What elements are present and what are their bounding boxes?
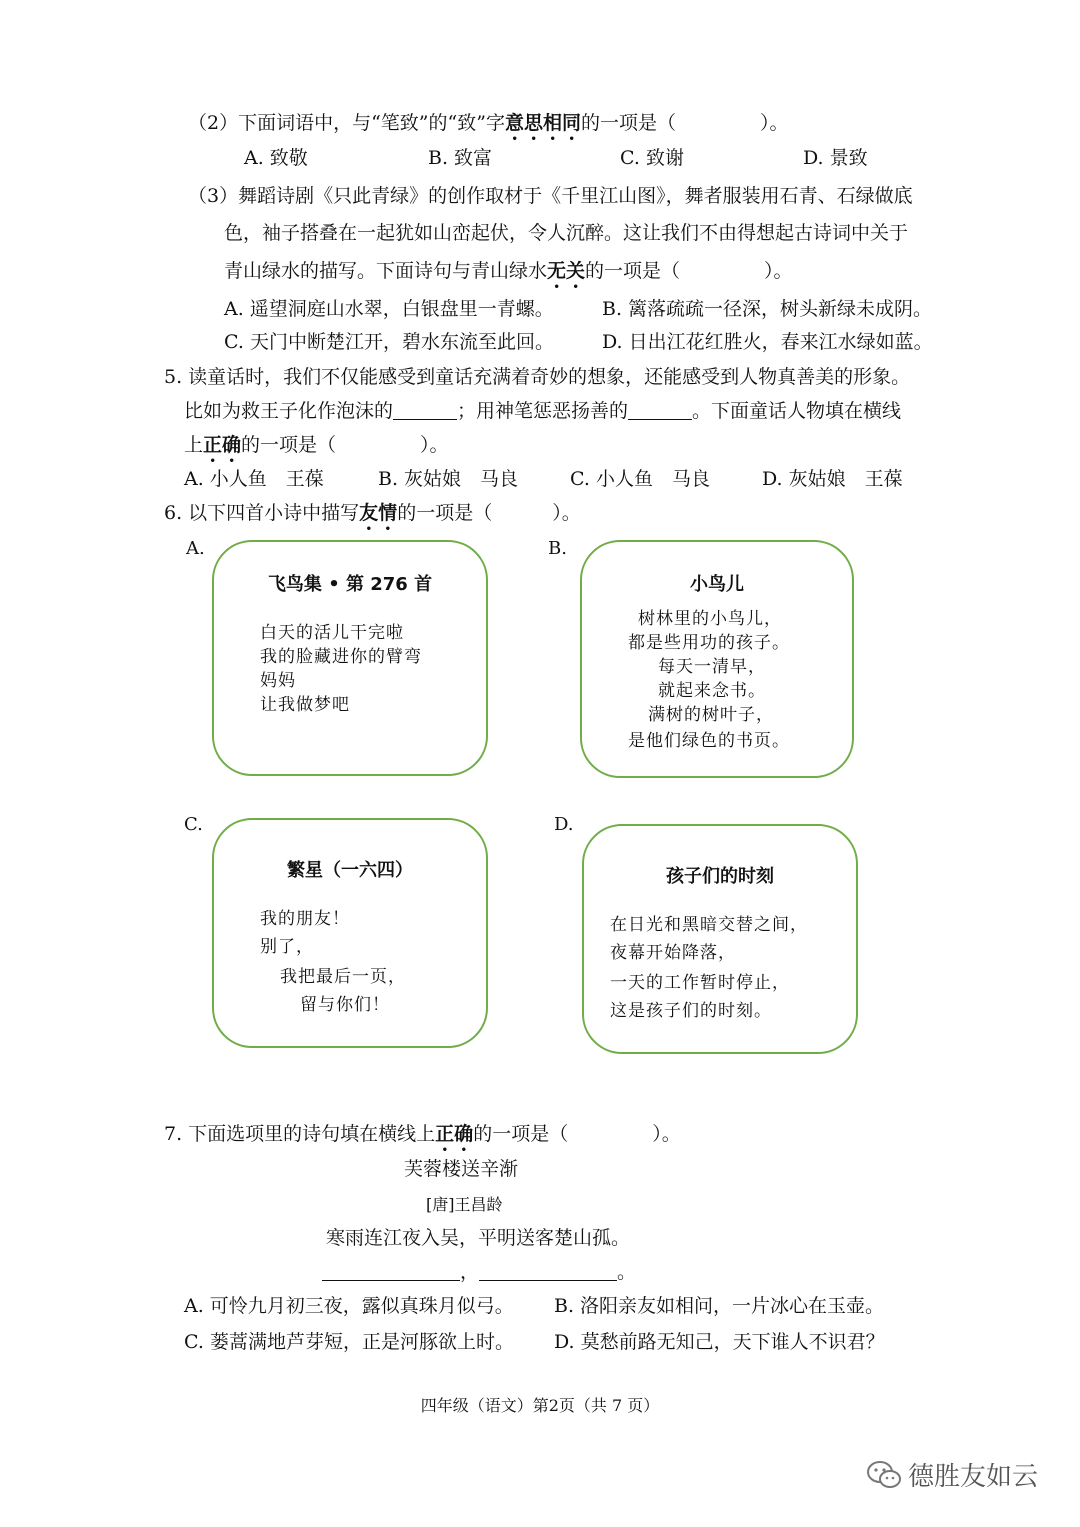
q7-comma: ， [460, 1261, 480, 1283]
poem-b-line: 每天一清早， [658, 657, 766, 677]
poem-box-c[interactable] [212, 818, 488, 1048]
q5-line1: 5. 读童话时，我们不仅能感受到童话充满着奇妙的想象，还能感受到人物真善美的形象。 [164, 366, 911, 388]
q4-3-option-a[interactable]: A. 遥望洞庭山水翠，白银盘里一青螺。 [224, 298, 554, 320]
q6-emphasis: 友情 [359, 502, 398, 524]
q4-3-option-d[interactable]: D. 日出江花红胜火，春来江水绿如蓝。 [602, 331, 933, 353]
q4-3-emphasis: 无关 [547, 260, 586, 282]
poem-b-title: 小鸟儿 [690, 574, 744, 595]
q4-2-option-b[interactable]: B. 致富 [428, 147, 493, 169]
q4-3-line3-post: 的一项是（ [585, 260, 681, 282]
poem-box-b[interactable] [580, 540, 854, 778]
poem-b-line: 满树的树叶子， [648, 705, 774, 725]
fill-blank[interactable] [479, 1260, 617, 1281]
q6-stem [164, 500, 581, 535]
q5-line3 [184, 432, 449, 467]
q5-emphasis: 正确 [203, 434, 242, 456]
wechat-icon [866, 1460, 902, 1490]
q4-3-line3 [224, 258, 793, 293]
poem-a-title: 飞鸟集 • 第 276 首 [267, 574, 433, 595]
poem-c-letter: C. [184, 814, 203, 835]
q4-3-line1: （3）舞蹈诗剧《只此青绿》的创作取材于《千里江山图》，舞者服装用石青、石绿做底 [188, 185, 913, 207]
page-footer: 四年级（语文）第2页（共 7 页） [420, 1396, 660, 1415]
poem-c-title: 繁星（一六四） [287, 860, 413, 881]
q5-line2 [184, 398, 901, 424]
q4-2-option-a[interactable]: A. 致敬 [244, 147, 308, 169]
poem-b-line: 树林里的小鸟儿， [638, 609, 782, 629]
poem-b-line: 都是些用功的孩子。 [628, 633, 790, 653]
poem-c-line: 我把最后一页， [280, 967, 406, 987]
q6-close: ）。 [552, 502, 581, 524]
poem-box-a[interactable] [212, 540, 488, 776]
q7-poem-line: 寒雨连江夜入吴，平明送客楚山孤。 [326, 1227, 631, 1249]
poem-a-line: 白天的活儿干完啦 [260, 623, 404, 643]
fill-blank[interactable] [322, 1260, 460, 1281]
poem-a-line: 妈妈 [260, 671, 296, 691]
q5-close: ）。 [420, 434, 449, 456]
q7-poem-title: 芙蓉楼送辛渐 [404, 1158, 519, 1180]
q4-2-stem-pre: （2）下面词语中，与“笔致”的“致”字 [188, 112, 505, 134]
poem-c-line: 我的朋友！ [260, 909, 350, 929]
q5-line2-b: ；用神笔惩恶扬善的 [457, 400, 629, 422]
q7-close: ）。 [652, 1123, 681, 1145]
fill-blank[interactable] [628, 399, 692, 420]
poem-d-line: 这是孩子们的时刻。 [610, 1001, 772, 1021]
q4-2-close: ）。 [759, 112, 789, 134]
q5-line3-pre: 上 [184, 434, 204, 456]
q4-2-option-d[interactable]: D. 景致 [803, 147, 868, 169]
poem-d-line: 在日光和黑暗交替之间， [610, 915, 808, 935]
poem-b-line: 就起来念书。 [658, 681, 766, 701]
q7-period: 。 [617, 1261, 637, 1283]
fill-blank[interactable] [393, 399, 457, 420]
poem-d-letter: D. [554, 814, 574, 835]
poem-a-line: 让我做梦吧 [260, 695, 350, 715]
poem-a-line: 我的脸藏进你的臂弯 [260, 647, 422, 667]
q4-3-option-c[interactable]: C. 天门中断楚江开，碧水东流至此回。 [224, 331, 554, 353]
q6-stem-post: 的一项是（ [397, 502, 493, 524]
q7-blank-line [322, 1259, 636, 1285]
q5-option-a[interactable]: A. 小人鱼 王葆 [184, 468, 324, 490]
q4-3-option-b[interactable]: B. 篱落疏疏一径深，树头新绿未成阴。 [602, 298, 933, 320]
poem-d-title: 孩子们的时刻 [666, 866, 774, 887]
q6-stem-pre: 6. 以下四首小诗中描写 [164, 502, 360, 524]
watermark-text: 德胜友如云 [908, 1462, 1039, 1492]
q7-option-c[interactable]: C. 蒌蒿满地芦芽短，正是河豚欲上时。 [184, 1331, 514, 1353]
poem-b-letter: B. [548, 538, 567, 559]
q7-poem-author: [唐]王昌龄 [426, 1195, 503, 1214]
q7-stem [164, 1121, 681, 1156]
poem-c-line: 别了， [260, 937, 314, 957]
q4-3-line2: 色，袖子搭叠在一起犹如山峦起伏，令人沉醉。这让我们不由得想起古诗词中关于 [224, 222, 909, 244]
q7-stem-pre: 7. 下面选项里的诗句填在横线上 [164, 1123, 436, 1145]
poem-box-d[interactable] [582, 824, 858, 1054]
q7-option-a[interactable]: A. 可怜九月初三夜，露似真珠月似弓。 [184, 1295, 514, 1317]
q5-line2-a: 比如为救王子化作泡沫的 [184, 400, 394, 422]
poem-c-line: 留与你们！ [300, 995, 390, 1015]
q5-line3-post: 的一项是（ [241, 434, 337, 456]
q4-2-emphasis: 意思相同 [504, 112, 581, 134]
q5-option-b[interactable]: B. 灰姑娘 马良 [378, 468, 519, 490]
q4-3-line3-pre: 青山绿水的描写。下面诗句与青山绿水 [224, 260, 548, 282]
q4-2-stem [188, 110, 789, 145]
q7-stem-post: 的一项是（ [473, 1123, 569, 1145]
q4-2-stem-post: 的一项是（ [580, 112, 676, 134]
q7-emphasis: 正确 [435, 1123, 474, 1145]
q5-option-c[interactable]: C. 小人鱼 马良 [570, 468, 710, 490]
q4-2-option-c[interactable]: C. 致谢 [620, 147, 684, 169]
poem-d-line: 一天的工作暂时停止， [610, 973, 790, 993]
q4-3-close: ）。 [764, 260, 793, 282]
q7-option-d[interactable]: D. 莫愁前路无知己，天下谁人不识君？ [554, 1331, 885, 1353]
q7-option-b[interactable]: B. 洛阳亲友如相问，一片冰心在玉壶。 [554, 1295, 885, 1317]
q5-line2-c: 。下面童话人物填在横线 [692, 400, 902, 422]
poem-b-line: 是他们绿色的书页。 [628, 731, 790, 751]
poem-d-line: 夜幕开始降落， [610, 943, 736, 963]
poem-a-letter: A. [186, 538, 205, 559]
q5-option-d[interactable]: D. 灰姑娘 王葆 [762, 468, 903, 490]
